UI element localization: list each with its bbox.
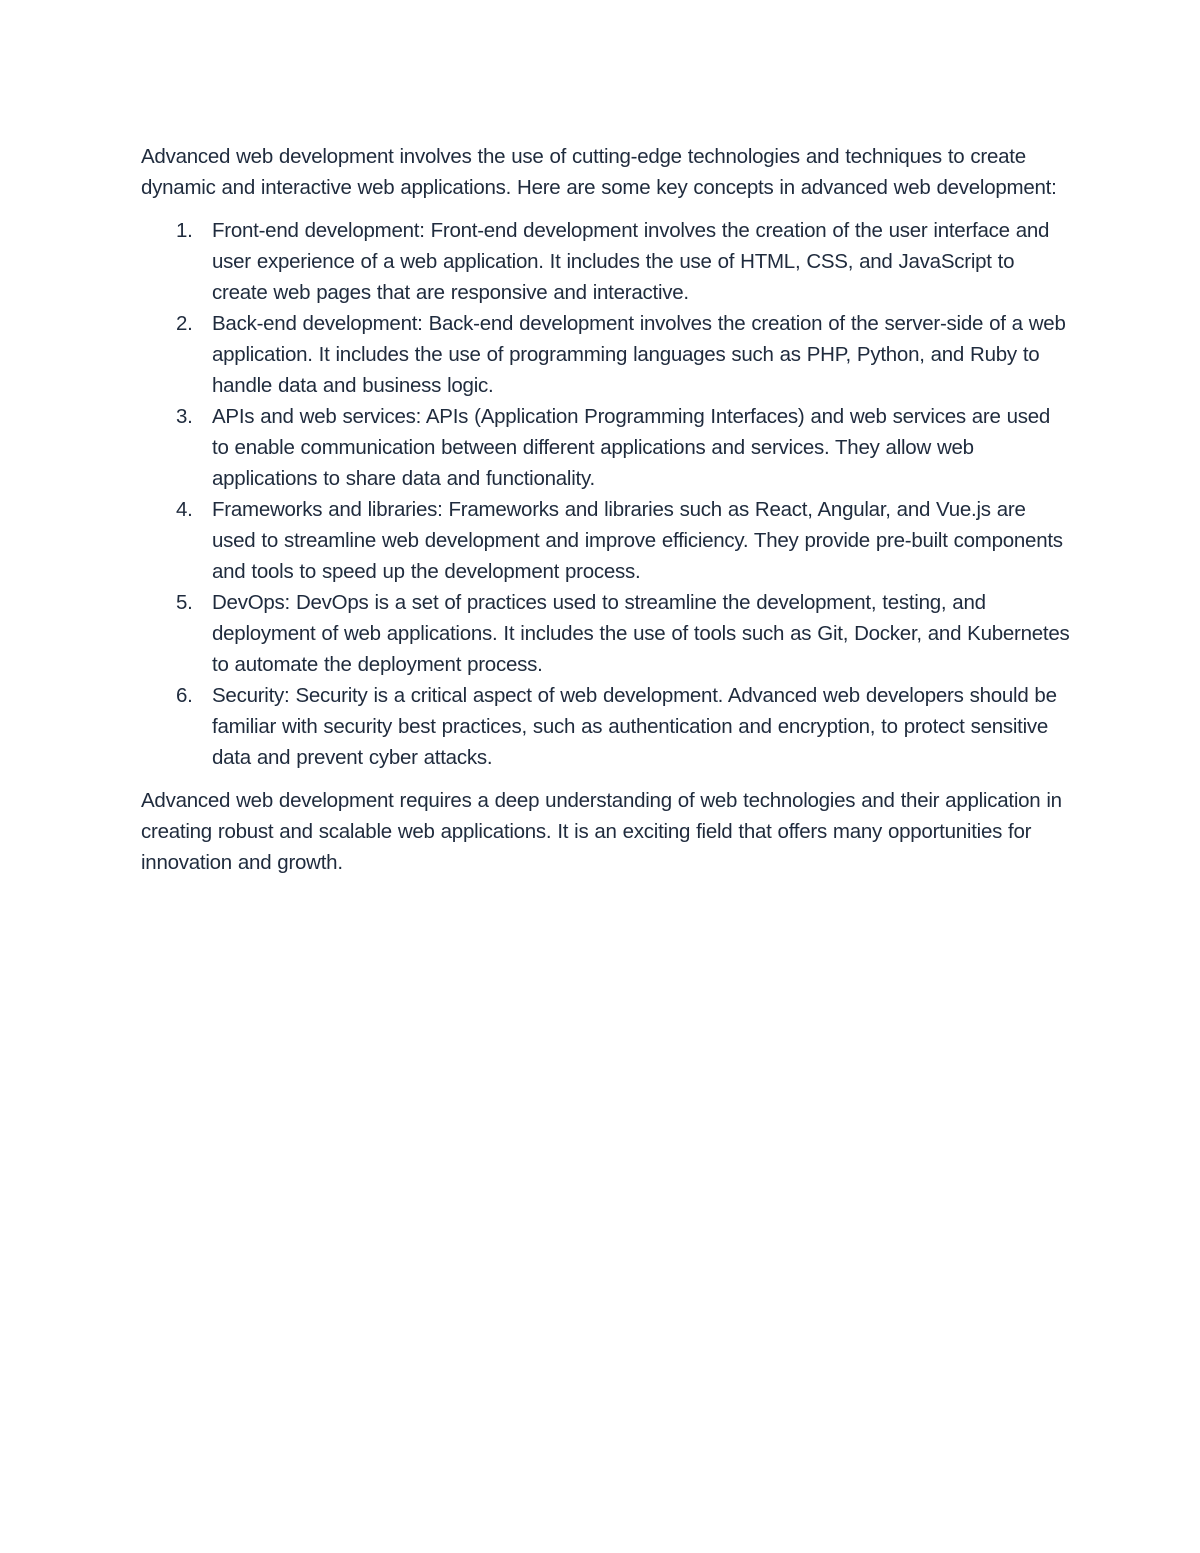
intro-paragraph: Advanced web development involves the use of cutting-edge technologies and techniques to create dynamic and interactive web applications. Here are some key concepts in advanced web development: [141,145,1057,199]
list-item-number: 4. [176,498,193,521]
list-item-number: 2. [176,312,193,335]
list-item-number: 6. [176,684,193,707]
list-item-number: 1. [176,219,193,242]
concepts-list [141,215,1071,773]
list-item-text: Back-end development: Back-end development involves the creation of the server-side of a web application. It includes the use of programming languages such as PHP, Python, and Ruby to handle data and business logic. [212,312,1066,397]
list-item [141,215,1071,308]
list-item [141,680,1071,773]
list-item-text: Front-end development: Front-end development involves the creation of the user interface and user experience of a web application. It includes the use of HTML, CSS, and JavaScript to create web pages that are responsive and interactive. [212,219,1050,304]
list-item-text: Frameworks and libraries: Frameworks and libraries such as React, Angular, and Vue.js are used to streamline web development and improve efficiency. They provide pre-built components and tools to speed up the development process. [212,498,1063,583]
conclusion-paragraph: Advanced web development requires a deep understanding of web technologies and their application in creating robust and scalable web applications. It is an exciting field that offers many opportunities for innovation and growth. [141,789,1062,874]
list-item-number: 5. [176,591,193,614]
list-item-text: APIs and web services: APIs (Application Programming Interfaces) and web services are used to enable communication between different applications and services. They allow web applications to share data and functionality. [212,405,1051,490]
document-body [141,141,1071,878]
list-item [141,308,1071,401]
list-item-number: 3. [176,405,193,428]
list-item [141,587,1071,680]
list-item-text: Security: Security is a critical aspect of web development. Advanced web developers should be familiar with security best practices, such as authentication and encryption, to protect sensitive data and prevent cyber attacks. [212,684,1057,769]
list-item [141,494,1071,587]
list-item [141,401,1071,494]
list-item-text: DevOps: DevOps is a set of practices used to streamline the development, testing, and deployment of web applications. It includes the use of tools such as Git, Docker, and Kubernetes to automate the deployment process. [212,591,1070,676]
